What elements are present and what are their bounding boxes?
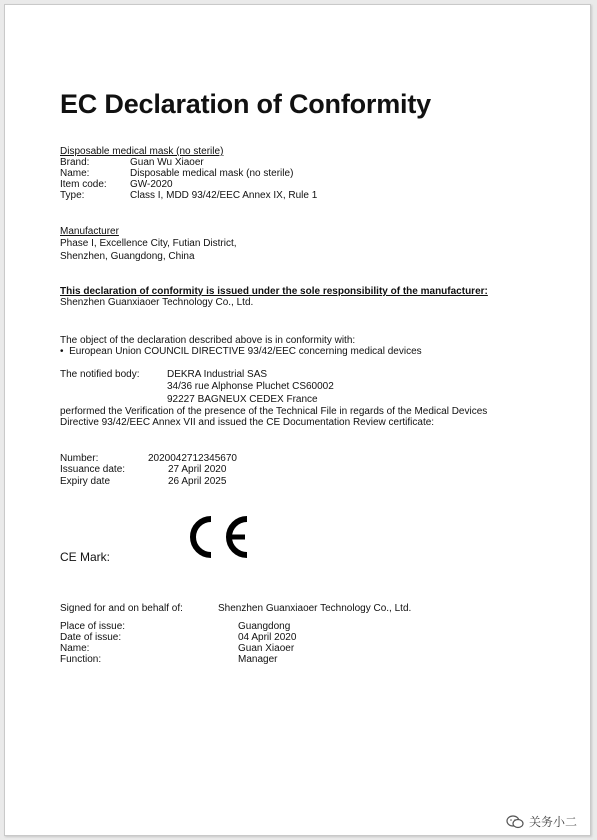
signatory-name-label: Name: bbox=[60, 643, 90, 654]
place-of-issue-label: Place of issue: bbox=[60, 621, 126, 632]
document-title: EC Declaration of Conformity bbox=[60, 89, 431, 119]
wechat-icon bbox=[506, 815, 524, 829]
date-of-issue-label: Date of issue: bbox=[60, 632, 122, 643]
ce-mark-label: CE Mark: bbox=[60, 550, 111, 564]
date-of-issue-value: 04 April 2020 bbox=[238, 632, 297, 643]
product-header: Disposable medical mask (no sterile) bbox=[60, 146, 224, 157]
watermark bbox=[506, 813, 577, 830]
type-label: Type: bbox=[60, 190, 85, 201]
expiry-date-value: 26 April 2025 bbox=[168, 476, 227, 487]
verification-line2: Directive 93/42/EEC Annex VII and issued the CE Documentation Review certificate: bbox=[60, 417, 435, 428]
responsibility-statement: This declaration of conformity is issued under the sole responsibility of the manufacturer: bbox=[60, 286, 488, 297]
expiry-date-label: Expiry date bbox=[60, 476, 111, 487]
place-of-issue-value: Guangdong bbox=[238, 621, 291, 632]
notified-body-address1: 34/36 rue Alphonse Pluchet CS60002 bbox=[167, 381, 334, 392]
responsible-company: Shenzhen Guanxiaoer Technology Co., Ltd. bbox=[60, 297, 254, 308]
manufacturer-header: Manufacturer bbox=[60, 226, 119, 237]
name-label: Name: bbox=[60, 168, 90, 179]
ce-mark-icon bbox=[183, 513, 251, 561]
signed-behalf-value: Shenzhen Guanxiaoer Technology Co., Ltd. bbox=[218, 603, 412, 614]
brand-value: Guan Wu Xiaoer bbox=[130, 157, 204, 168]
function-value: Manager bbox=[238, 654, 278, 665]
verification-line1: performed the Verification of the presence of the Technical File in regards of the Medical Devices bbox=[60, 406, 488, 417]
watermark-text: 关务小二 bbox=[528, 815, 577, 829]
item-code-label: Item code: bbox=[60, 179, 107, 190]
notified-body-name: DEKRA Industrial SAS bbox=[167, 369, 268, 380]
notified-body-label: The notified body: bbox=[60, 369, 140, 380]
manufacturer-address-line1: Phase I, Excellence City, Futian District, bbox=[60, 238, 237, 249]
issuance-date-label: Issuance date: bbox=[60, 464, 126, 475]
function-label: Function: bbox=[60, 654, 102, 665]
brand-label: Brand: bbox=[60, 157, 90, 168]
name-value: Disposable medical mask (no sterile) bbox=[130, 168, 294, 179]
issuance-date-value: 27 April 2020 bbox=[168, 464, 227, 475]
signatory-name-value: Guan Xiaoer bbox=[238, 643, 295, 654]
conformity-intro: The object of the declaration described above is in conformity with: bbox=[60, 335, 356, 346]
type-value: Class I, MDD 93/42/EEC Annex IX, Rule 1 bbox=[130, 190, 318, 201]
conformity-directive: European Union COUNCIL DIRECTIVE 93/42/EEC concerning medical devices bbox=[69, 346, 422, 357]
signed-behalf-label: Signed for and on behalf of: bbox=[60, 603, 183, 614]
certificate-number-value: 2020042712345670 bbox=[148, 453, 237, 464]
conformity-item: • European Union COUNCIL DIRECTIVE 93/42/EEC concerning medical devices bbox=[60, 346, 422, 357]
ce-logo bbox=[183, 513, 251, 566]
item-code-value: GW-2020 bbox=[130, 179, 173, 190]
certificate-number-label: Number: bbox=[60, 453, 99, 464]
notified-body-address2: 92227 BAGNEUX CEDEX France bbox=[167, 394, 318, 405]
document-page bbox=[4, 4, 591, 836]
manufacturer-address-line2: Shenzhen, Guangdong, China bbox=[60, 251, 195, 262]
